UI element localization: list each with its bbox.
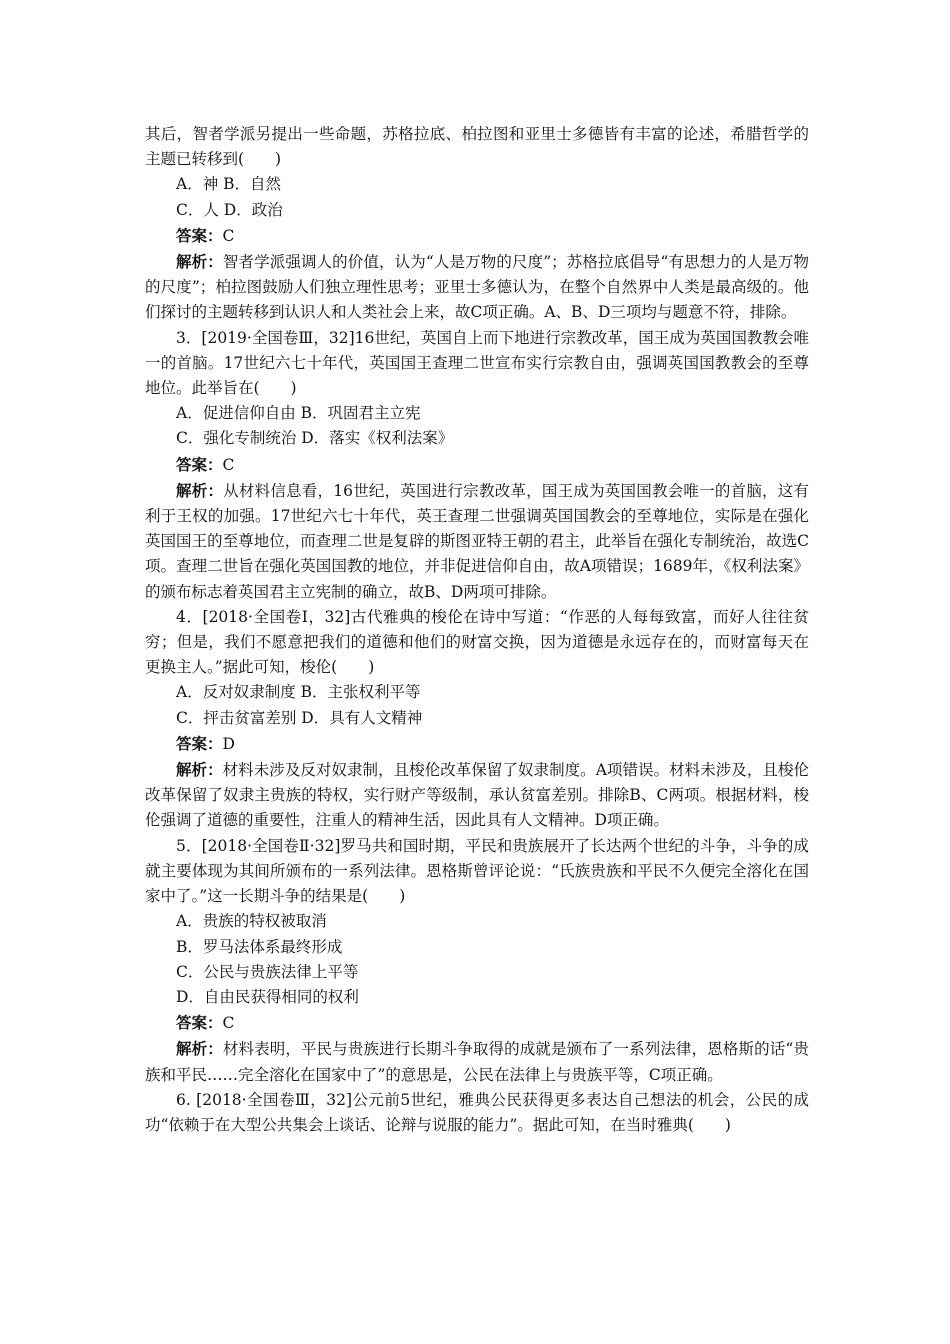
- analysis-label: 解析：: [176, 252, 223, 272]
- q2-options-cd: C．人 D．政治: [176, 200, 283, 219]
- q4-stem: 4．[2018·全国卷Ⅰ，32]古代雅典的梭伦在诗中写道：“作恶的人每每致富，而好人往往贫穷；但是，我们不愿意把我们的道德和他们的财富交换，因为道德是永远存在的，而财富每天在更换主人。”据此可知，梭伦( ): [145, 607, 809, 677]
- q5-option-c: C．公民与贵族法律上平等: [176, 962, 359, 981]
- answer-label: 答案：: [176, 1013, 223, 1033]
- q2-stem-tail: 其后，智者学派另提出一些命题，苏格拉底、柏拉图和亚里士多德皆有丰富的论述，希腊哲学的主题已转移到( ): [145, 125, 809, 169]
- analysis-label: 解析：: [176, 760, 223, 780]
- answer-value: C: [222, 1014, 235, 1033]
- answer-value: C: [222, 455, 235, 474]
- q6-stem: 6. [2018·全国卷Ⅲ，32]公元前5世纪，雅典公民获得更多表达自己想法的机会，公民的成功“依赖于在大型公共集会上谈话、论辩与说服的能力”。据此可知，在当时雅典( ): [145, 1090, 809, 1134]
- q3-answer: [145, 452, 809, 478]
- answer-value: D: [222, 734, 235, 753]
- q5-option-a: A．贵族的特权被取消: [176, 912, 327, 931]
- analysis-text: 材料未涉及反对奴隶制，且梭伦改革保留了奴隶制度。A项错误。材料未涉及，且梭伦改革保留了奴隶主贵族的特权，实行财产等级制，承认贫富差别。排除B、C两项。根据材料，梭伦强调了道德的重要性，注重人的精神生活，因此具有人文精神。D项正确。: [145, 761, 809, 830]
- q5-analysis: [145, 1036, 809, 1087]
- q3-stem: 3．[2019·全国卷Ⅲ，32]16世纪，英国自上而下地进行宗教改革，国王成为英国国教教会唯一的首脑。17世纪六七十年代，英国国王查理二世宣布实行宗教自由，强调英国国教教会的至尊地位。此举旨在( ): [145, 328, 809, 398]
- q2-options-ab: A．神 B．自然: [176, 175, 282, 194]
- q5-answer: [145, 1010, 809, 1036]
- q5-option-b: B．罗马法体系最终形成: [176, 937, 343, 956]
- answer-value: C: [222, 226, 235, 245]
- q4-options-cd: C．抨击贫富差别 D．具有人文精神: [176, 708, 423, 727]
- q3-options-ab: A．促进信仰自由 B．巩固君主立宪: [176, 404, 421, 423]
- q4-options-ab: A．反对奴隶制度 B．主张权利平等: [176, 683, 421, 702]
- analysis-text: 材料表明，平民与贵族进行长期斗争取得的成就是颁布了一系列法律，恩格斯的话“贵族和平民……完全溶化在国家中了”的意思是，公民在法律上与贵族平等，C项正确。: [145, 1040, 809, 1084]
- answer-label: 答案：: [176, 454, 223, 474]
- document-page: [145, 122, 809, 1138]
- answer-label: 答案：: [176, 225, 223, 245]
- q4-answer: [145, 731, 809, 757]
- analysis-text: 智者学派强调人的价值，认为“人是万物的尺度”；苏格拉底倡导“有思想力的人是万物的尺度”；柏拉图鼓励人们独立理性思考；亚里士多德认为，在整个自然界中人类是最高级的。他们探讨的主题转移到认识人和人类社会上来，故C项正确。A、B、D三项均与题意不符，排除。: [145, 253, 809, 322]
- answer-label: 答案：: [176, 733, 223, 753]
- q2-answer: [145, 223, 809, 249]
- analysis-text: 从材料信息看，16世纪，英国进行宗教改革，国王成为英国国教会唯一的首脑，这有利于王权的加强。17世纪六七十年代，英王查理二世强调英国国教会的至尊地位，实际是在强化英国国王的至尊地位，而查理二世是复辟的斯图亚特王朝的君主，此举旨在强化专制统治，故选C项。查理二世旨在强化英国国教的地位，并非促进信仰自由，故A项错误；1689年，《权利法案》的颁布标志着英国君主立宪制的确立，故B、D两项可排除。: [145, 481, 809, 601]
- analysis-label: 解析：: [176, 1039, 223, 1059]
- q2-analysis: [145, 249, 809, 326]
- q4-analysis: [145, 757, 809, 834]
- q3-options-cd: C．强化专制统治 D．落实《权利法案》: [176, 429, 454, 448]
- q3-analysis: [145, 478, 809, 605]
- q5-stem: 5．[2018·全国卷Ⅱ·32]罗马共和国时期，平民和贵族展开了长达两个世纪的斗争，斗争的成就主要体现为其间所颁布的一系列法律。恩格斯曾评论说：“氏族贵族和平民不久便完全溶化在国家中了。”这一长期斗争的结果是( ): [145, 836, 809, 906]
- q5-option-d: D．自由民获得相同的权利: [176, 987, 359, 1006]
- analysis-label: 解析：: [176, 480, 224, 500]
